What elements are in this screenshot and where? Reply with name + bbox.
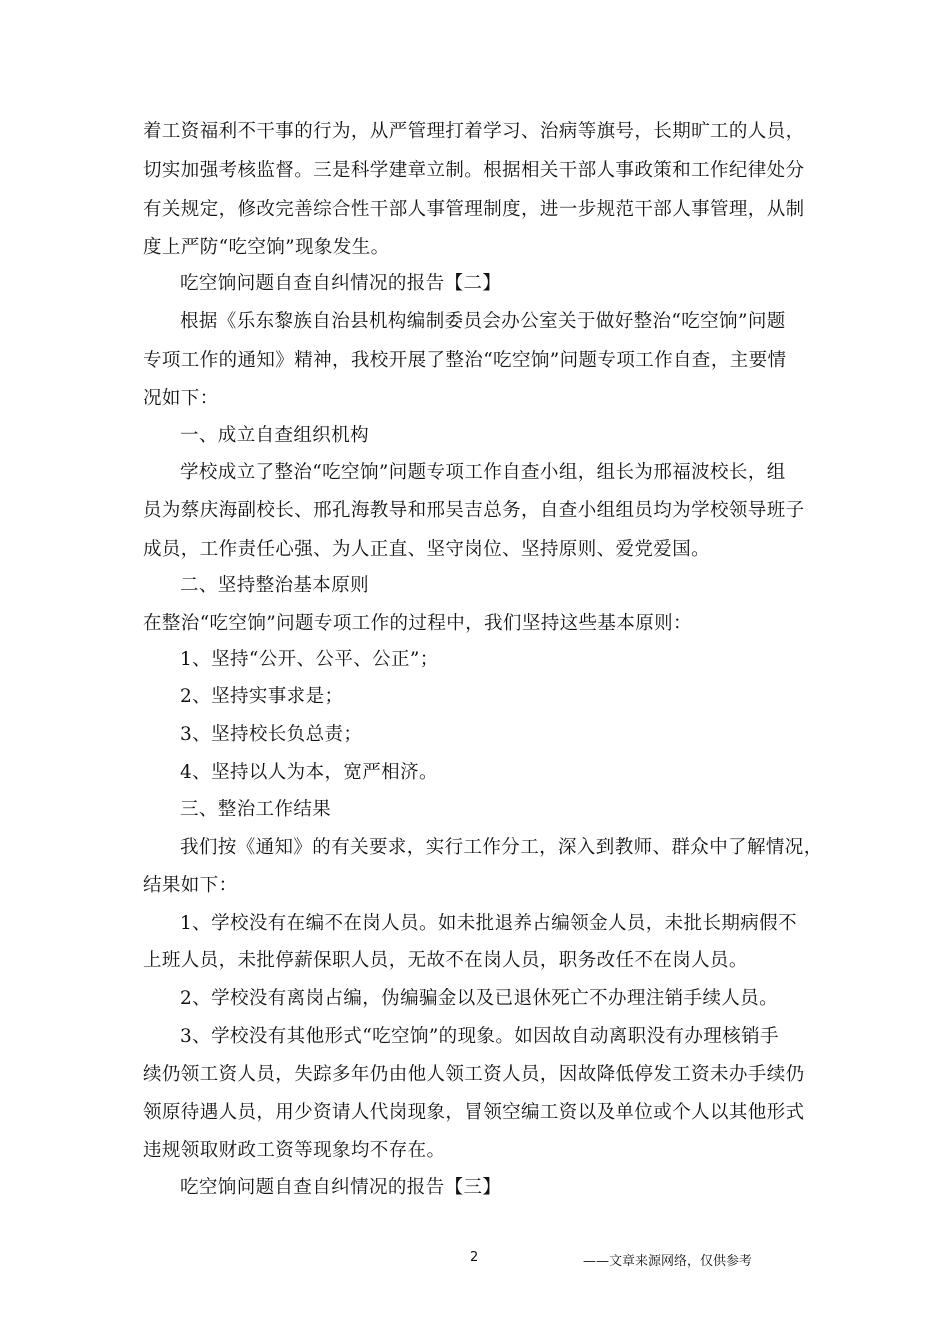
body-line: 3、学校没有其他形式“吃空饷”的现象。如因故自动离职没有办理核销手 — [180, 1026, 779, 1047]
subsection-heading: 一、成立自查组织机构 — [180, 425, 370, 446]
subsection-heading: 三、整治工作结果 — [180, 799, 332, 820]
body-line: 有关规定，修改完善综合性干部人事管理制度，进一步规范干部人事管理，从制 — [143, 199, 805, 220]
footer-source-note: ——文章来源网络，仅供参考 — [583, 1254, 753, 1269]
body-line: 结果如下： — [143, 875, 238, 896]
body-line: 专项工作的通知》精神，我校开展了整治“吃空饷”问题专项工作自查，主要情 — [143, 350, 787, 371]
body-line: 我们按《通知》的有关要求，实行工作分工，深入到教师、群众中了解情况， — [180, 837, 823, 858]
body-line: 在整治“吃空饷”问题专项工作的过程中，我们坚持这些基本原则： — [143, 613, 692, 634]
body-line: 成员，工作责任心强、为人正直、坚守岗位、坚持原则、爱党爱国。 — [143, 539, 711, 560]
body-line: 度上严防“吃空饷”现象发生。 — [143, 237, 390, 258]
body-line: 违规领取财政工资等现象均不存在。 — [143, 1140, 446, 1161]
body-line: 1、学校没有在编不在岗人员。如未批退养占编领金人员，未批长期病假不 — [180, 913, 797, 934]
body-line: 2、学校没有离岗占编，伪编骗金以及已退休死亡不办理注销手续人员。 — [180, 988, 779, 1009]
section-heading: 吃空饷问题自查自纠情况的报告【三】 — [180, 1177, 502, 1198]
subsection-heading: 二、坚持整治基本原则 — [180, 575, 370, 596]
section-heading: 吃空饷问题自查自纠情况的报告【二】 — [180, 273, 502, 294]
body-line: 况如下： — [143, 388, 219, 409]
page-number: 2 — [470, 1250, 479, 1265]
body-line: 根据《乐东黎族自治县机构编制委员会办公室关于做好整治“吃空饷”问题 — [180, 311, 786, 332]
list-item: 3、坚持校长负总责； — [180, 724, 363, 745]
list-item: 1、坚持“公开、公平、公正”； — [180, 649, 439, 670]
list-item: 2、坚持实事求是； — [180, 686, 344, 707]
list-item: 4、坚持以人为本，宽严相济。 — [180, 762, 438, 783]
body-line: 学校成立了整治“吃空饷”问题专项工作自查小组，组长为邢福波校长，组 — [180, 462, 786, 483]
body-line: 着工资福利不干事的行为，从严管理打着学习、治病等旗号，长期旷工的人员， — [143, 121, 805, 142]
body-line: 续仍领工资人员，失踪多年仍由他人领工资人员，因故降低停发工资未办手续仍 — [143, 1064, 805, 1085]
body-line: 切实加强考核监督。三是科学建章立制。根据相关干部人事政策和工作纪律处分 — [143, 160, 805, 181]
body-line: 员为蔡庆海副校长、邢孔海教导和邢吴吉总务，自查小组组员均为学校领导班子 — [143, 500, 805, 521]
body-line: 上班人员，未批停薪保职人员，无故不在岗人员，职务改任不在岗人员。 — [143, 950, 748, 971]
body-line: 领原待遇人员，用少资请人代岗现象，冒领空编工资以及单位或个人以其他形式 — [143, 1102, 805, 1123]
